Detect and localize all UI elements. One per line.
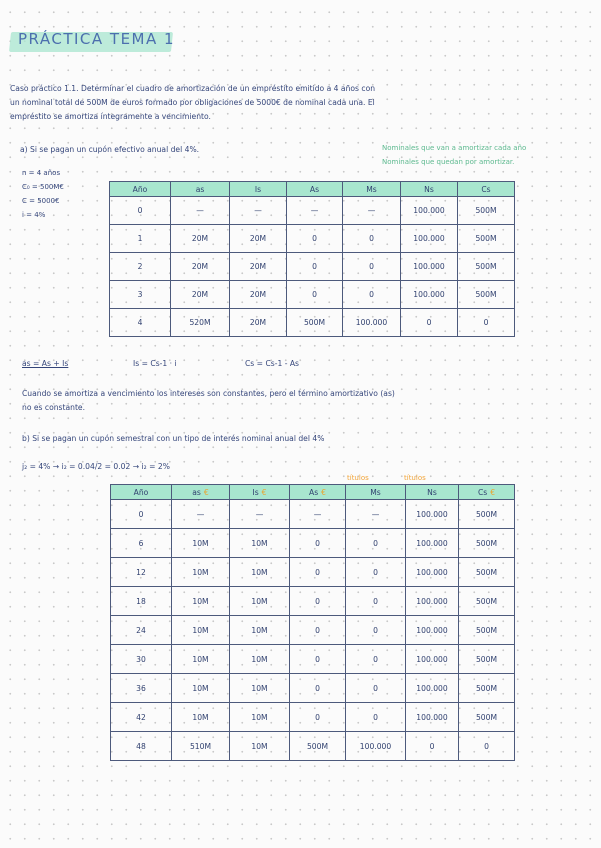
table-cell: 10M: [230, 703, 290, 732]
table-row: [111, 529, 515, 558]
table-cell: 10M: [172, 558, 230, 587]
table-cell: 20M: [171, 225, 230, 253]
table-cell: 500M: [458, 253, 515, 281]
part-a-note-1: Nominales que van a amortizar cada año: [382, 144, 527, 152]
table-cell: 0: [346, 558, 406, 587]
table-a-header: Año: [110, 182, 171, 197]
table-cell: 0: [110, 197, 171, 225]
table-a-header: as: [171, 182, 230, 197]
conclusion-line-2: no es constante.: [22, 403, 86, 412]
table-cell: 4: [110, 309, 171, 337]
table-cell: 500M: [458, 281, 515, 309]
table-cell: 0: [290, 645, 346, 674]
table-cell: 10M: [230, 616, 290, 645]
table-cell: 0: [343, 225, 401, 253]
table-cell: —: [230, 500, 290, 529]
table-cell: 10M: [230, 587, 290, 616]
table-cell: 500M: [459, 587, 515, 616]
table-b-header: Ns: [406, 485, 459, 500]
table-a-header: Cs: [458, 182, 515, 197]
table-cell: 0: [290, 674, 346, 703]
table-cell: 20M: [230, 225, 287, 253]
table-cell: 48: [111, 732, 172, 761]
data-item: i = 4%: [22, 211, 46, 219]
table-b-header: Is €: [230, 485, 290, 500]
table-row: [111, 645, 515, 674]
intro-line-2: un nominal total de 500M de euros formado por obligaciones de 5000€ de nominal cada una. El: [10, 98, 375, 107]
table-cell: 100.000: [401, 253, 458, 281]
table-a-header: Ms: [343, 182, 401, 197]
table-cell: 0: [458, 309, 515, 337]
note-titulos-ms: títulos: [347, 474, 369, 482]
table-b-header: Cs €: [459, 485, 515, 500]
table-cell: 36: [111, 674, 172, 703]
table-cell: 100.000: [401, 197, 458, 225]
table-cell: 18: [111, 587, 172, 616]
table-b-header: As €: [290, 485, 346, 500]
table-b-header: Año: [111, 485, 172, 500]
table-cell: 10M: [172, 587, 230, 616]
table-cell: —: [172, 500, 230, 529]
table-row: [110, 253, 515, 281]
table-cell: 10M: [172, 616, 230, 645]
table-cell: 0: [346, 645, 406, 674]
table-cell: —: [287, 197, 343, 225]
table-cell: 500M: [459, 703, 515, 732]
table-cell: 0: [290, 558, 346, 587]
table-cell: 1: [110, 225, 171, 253]
table-cell: 0: [346, 674, 406, 703]
table-cell: 500M: [459, 645, 515, 674]
table-cell: 0: [290, 616, 346, 645]
table-cell: —: [171, 197, 230, 225]
table-row: [111, 587, 515, 616]
table-row: [111, 558, 515, 587]
table-cell: 10M: [230, 645, 290, 674]
table-cell: 100.000: [406, 616, 459, 645]
table-cell: 0: [290, 587, 346, 616]
table-cell: 10M: [172, 674, 230, 703]
table-cell: 100.000: [406, 645, 459, 674]
table-cell: 6: [111, 529, 172, 558]
table-cell: 20M: [230, 309, 287, 337]
table-row: [110, 197, 515, 225]
amortization-table-annual: [109, 181, 515, 337]
formula-as-text: as = As + Is: [22, 359, 69, 368]
table-cell: 100.000: [401, 225, 458, 253]
conclusion-line-1: Cuando se amortiza a vencimiento los intereses son constantes, pero el término amortizativo (as): [22, 389, 395, 398]
table-cell: 0: [287, 225, 343, 253]
table-cell: 20M: [230, 281, 287, 309]
table-row: [111, 500, 515, 529]
part-a-heading: a) Si se pagan un cupón efectivo anual del 4%.: [20, 145, 200, 154]
page-title: [10, 26, 176, 56]
table-row: [111, 674, 515, 703]
table-cell: —: [343, 197, 401, 225]
data-item: C₀ = 500M€: [22, 183, 64, 191]
table-cell: 0: [346, 703, 406, 732]
table-row: [111, 703, 515, 732]
table-row: [110, 225, 515, 253]
table-cell: 500M: [459, 674, 515, 703]
table-cell: 10M: [230, 732, 290, 761]
note-titulos-ns: títulos: [404, 474, 426, 482]
table-cell: 500M: [459, 616, 515, 645]
table-cell: 500M: [459, 529, 515, 558]
amortization-table-semiannual: [110, 484, 515, 761]
table-cell: —: [290, 500, 346, 529]
table-cell: 0: [290, 703, 346, 732]
euro-icon: €: [321, 487, 326, 497]
table-a-header: As: [287, 182, 343, 197]
table-cell: 0: [290, 529, 346, 558]
table-cell: 0: [287, 253, 343, 281]
table-row: [110, 281, 515, 309]
table-cell: 10M: [230, 674, 290, 703]
table-cell: 10M: [172, 645, 230, 674]
table-cell: 0: [111, 500, 172, 529]
euro-icon: €: [261, 487, 267, 497]
table-cell: 0: [401, 309, 458, 337]
table-cell: 10M: [172, 529, 230, 558]
table-cell: 12: [111, 558, 172, 587]
table-cell: 100.000: [401, 281, 458, 309]
table-cell: 0: [343, 281, 401, 309]
data-item: n = 4 años: [22, 169, 61, 177]
table-row: [111, 732, 515, 761]
table-cell: 10M: [230, 558, 290, 587]
table-b-header: Ms: [346, 485, 406, 500]
part-b-formula: j₂ = 4% → i₂ = 0.04/2 = 0.02 → i₂ = 2%: [22, 462, 170, 471]
table-cell: 500M: [459, 500, 515, 529]
table-a-header: Ns: [401, 182, 458, 197]
table-cell: 520M: [171, 309, 230, 337]
table-cell: 100.000: [406, 674, 459, 703]
table-cell: 10M: [230, 529, 290, 558]
table-cell: 510M: [172, 732, 230, 761]
table-cell: 100.000: [406, 587, 459, 616]
table-cell: 10M: [172, 703, 230, 732]
data-item: C = 5000€: [22, 197, 60, 205]
table-cell: 100.000: [406, 703, 459, 732]
table-cell: 100.000: [406, 558, 459, 587]
table-cell: 500M: [290, 732, 346, 761]
table-cell: 0: [343, 253, 401, 281]
table-cell: 0: [406, 732, 459, 761]
table-cell: 500M: [458, 225, 515, 253]
table-row: [111, 616, 515, 645]
table-cell: 500M: [459, 558, 515, 587]
table-cell: 500M: [458, 197, 515, 225]
formula-as: [22, 357, 68, 371]
table-cell: 42: [111, 703, 172, 732]
table-cell: 0: [459, 732, 515, 761]
table-cell: 0: [346, 529, 406, 558]
table-row: [110, 309, 515, 337]
table-cell: 100.000: [406, 500, 459, 529]
intro-line-1: Caso práctico 1.1. Determinar el cuadro de amortización de un empréstito emitido a 4 años con: [10, 84, 376, 93]
intro-line-3: empréstito se amortiza íntegramente a vencimiento.: [10, 112, 211, 121]
table-b-header: as €: [172, 485, 230, 500]
formula-is: Is = Cs-1 · i: [133, 359, 177, 368]
table-cell: 20M: [171, 281, 230, 309]
table-cell: 24: [111, 616, 172, 645]
table-cell: 30: [111, 645, 172, 674]
table-cell: 100.000: [406, 529, 459, 558]
table-cell: 0: [287, 281, 343, 309]
part-b-heading: b) Si se pagan un cupón semestral con un tipo de interés nominal anual del 4%: [22, 434, 325, 443]
table-cell: 0: [346, 616, 406, 645]
table-cell: 3: [110, 281, 171, 309]
table-cell: 20M: [171, 253, 230, 281]
title-text: PRÁCTICA TEMA 1: [18, 30, 176, 48]
table-cell: 0: [346, 587, 406, 616]
table-cell: 20M: [230, 253, 287, 281]
formula-cs: Cs = Cs-1 - As: [245, 359, 299, 368]
euro-icon: €: [490, 487, 496, 497]
part-a-note-2: Nominales que quedan por amortizar.: [382, 158, 515, 166]
table-cell: 500M: [287, 309, 343, 337]
table-cell: —: [346, 500, 406, 529]
table-cell: 100.000: [343, 309, 401, 337]
table-a-header: Is: [230, 182, 287, 197]
table-cell: —: [230, 197, 287, 225]
euro-icon: €: [203, 487, 209, 497]
table-cell: 2: [110, 253, 171, 281]
table-cell: 100.000: [346, 732, 406, 761]
